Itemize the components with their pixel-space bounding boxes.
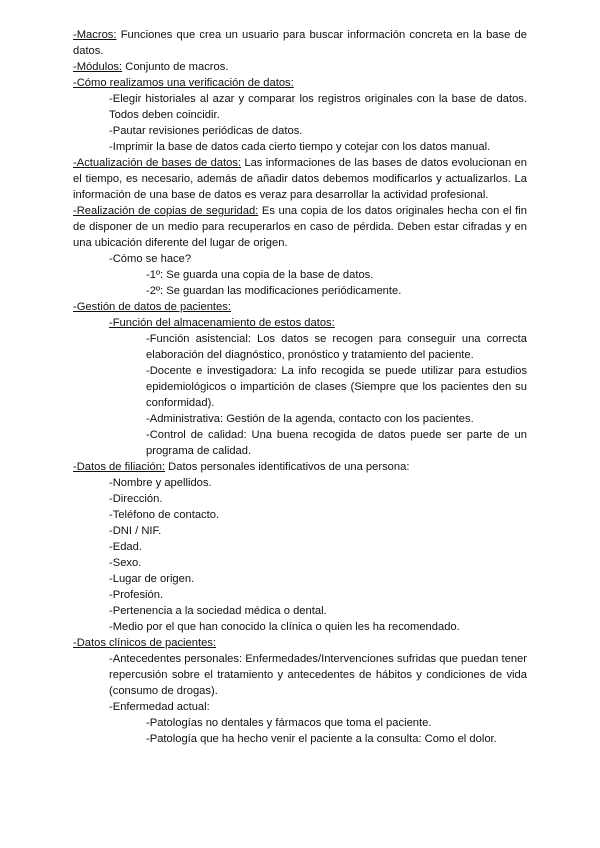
verificacion-item: -Elegir historiales al azar y comparar los registros originales con la base de datos. Todos deben coincidir. [109,93,527,121]
actualizacion-paragraph [73,155,527,203]
verificacion-item: -Pautar revisiones periódicas de datos. [109,125,303,137]
actualizacion-text: Las informaciones de las bases de datos evolucionan en el tiempo, es necesario, además de añadir datos debemos modificarlos y actualizarlos. La información de una base de datos es veraz para desarrollar la actividad profesional. [73,157,527,201]
filiacion-item: -Nombre y apellidos. [109,477,212,489]
gestion-item: -Función asistencial: Los datos se recogen para conseguir una correcta elaboración del diagnóstico, pronóstico y tratamiento del paciente. [146,333,527,361]
copias-text: Es una copia de los datos originales hecha con el fin de disponer de un medio para recuperarlos en caso de pérdida. Deben estar cifradas y en una ubicación diferente del lugar de origen. [73,205,528,249]
gestion-heading: -Gestión de datos de pacientes: [73,301,231,313]
gestion-item: -Control de calidad: Una buena recogida de datos puede ser parte de un programa de calidad. [146,429,527,457]
modulos-text: Conjunto de macros. [122,61,229,73]
filiacion-paragraph [73,459,527,475]
gestion-item: -Administrativa: Gestión de la agenda, contacto con los pacientes. [146,413,474,425]
copias-heading: -Realización de copias de seguridad: [73,205,259,217]
filiacion-item: -Pertenencia a la sociedad médica o dental. [109,605,327,617]
verificacion-item: -Imprimir la base de datos cada cierto tiempo y cotejar con los datos manual. [109,141,491,153]
gestion-subheading-line [73,315,527,331]
filiacion-item: -Profesión. [109,589,164,601]
filiacion-item: -Teléfono de contacto. [109,509,220,521]
clinicos-enfermedad: -Enfermedad actual: [109,701,210,713]
macros-text: Funciones que crea un usuario para buscar información concreta en la base de datos. [73,29,527,57]
clinicos-heading: -Datos clínicos de pacientes: [73,637,217,649]
filiacion-item: -Sexo. [109,557,142,569]
clinicos-antecedentes: -Antecedentes personales: Enfermedades/Intervenciones sufridas que puedan tener repercusión sobre el tratamiento y antecedentes de hábitos y condiciones de vida (consumo de drogas). [109,653,527,697]
macros-paragraph [73,27,527,59]
gestion-subheading: -Función del almacenamiento de estos datos: [109,317,335,329]
clinicos-item: -Patologías no dentales y fármacos que toma el paciente. [146,717,432,729]
clinicos-item: -Patología que ha hecho venir el paciente a la consulta: Como el dolor. [146,733,497,745]
filiacion-heading: -Datos de filiación: [73,461,166,473]
filiacion-item: -Lugar de origen. [109,573,195,585]
actualizacion-heading: -Actualización de bases de datos: [73,157,242,169]
clinicos-paragraph [73,635,527,651]
filiacion-item: -DNI / NIF. [109,525,162,537]
filiacion-item: -Edad. [109,541,142,553]
verificacion-paragraph [73,75,527,91]
filiacion-text: Datos personales identificativos de una persona: [165,461,410,473]
copias-step: -2º: Se guardan las modificaciones periódicamente. [146,285,402,297]
gestion-paragraph [73,299,527,315]
gestion-item: -Docente e investigadora: La info recogida se puede utilizar para estudios epidemiológicos o impartición de clases (Siempre que los pacientes den su conformidad). [146,365,527,409]
copias-paragraph [73,203,527,251]
document-body [73,27,527,747]
filiacion-item: -Medio por el que han conocido la clínica o quien les ha recomendado. [109,621,460,633]
macros-heading: -Macros: [73,29,117,41]
verificacion-heading: -Cómo realizamos una verificación de datos: [73,77,294,89]
copias-step: -1º: Se guarda una copia de la base de datos. [146,269,374,281]
copias-how: -Cómo se hace? [109,253,192,265]
filiacion-item: -Dirección. [109,493,163,505]
modulos-heading: -Módulos: [73,61,123,73]
modulos-paragraph [73,59,527,75]
